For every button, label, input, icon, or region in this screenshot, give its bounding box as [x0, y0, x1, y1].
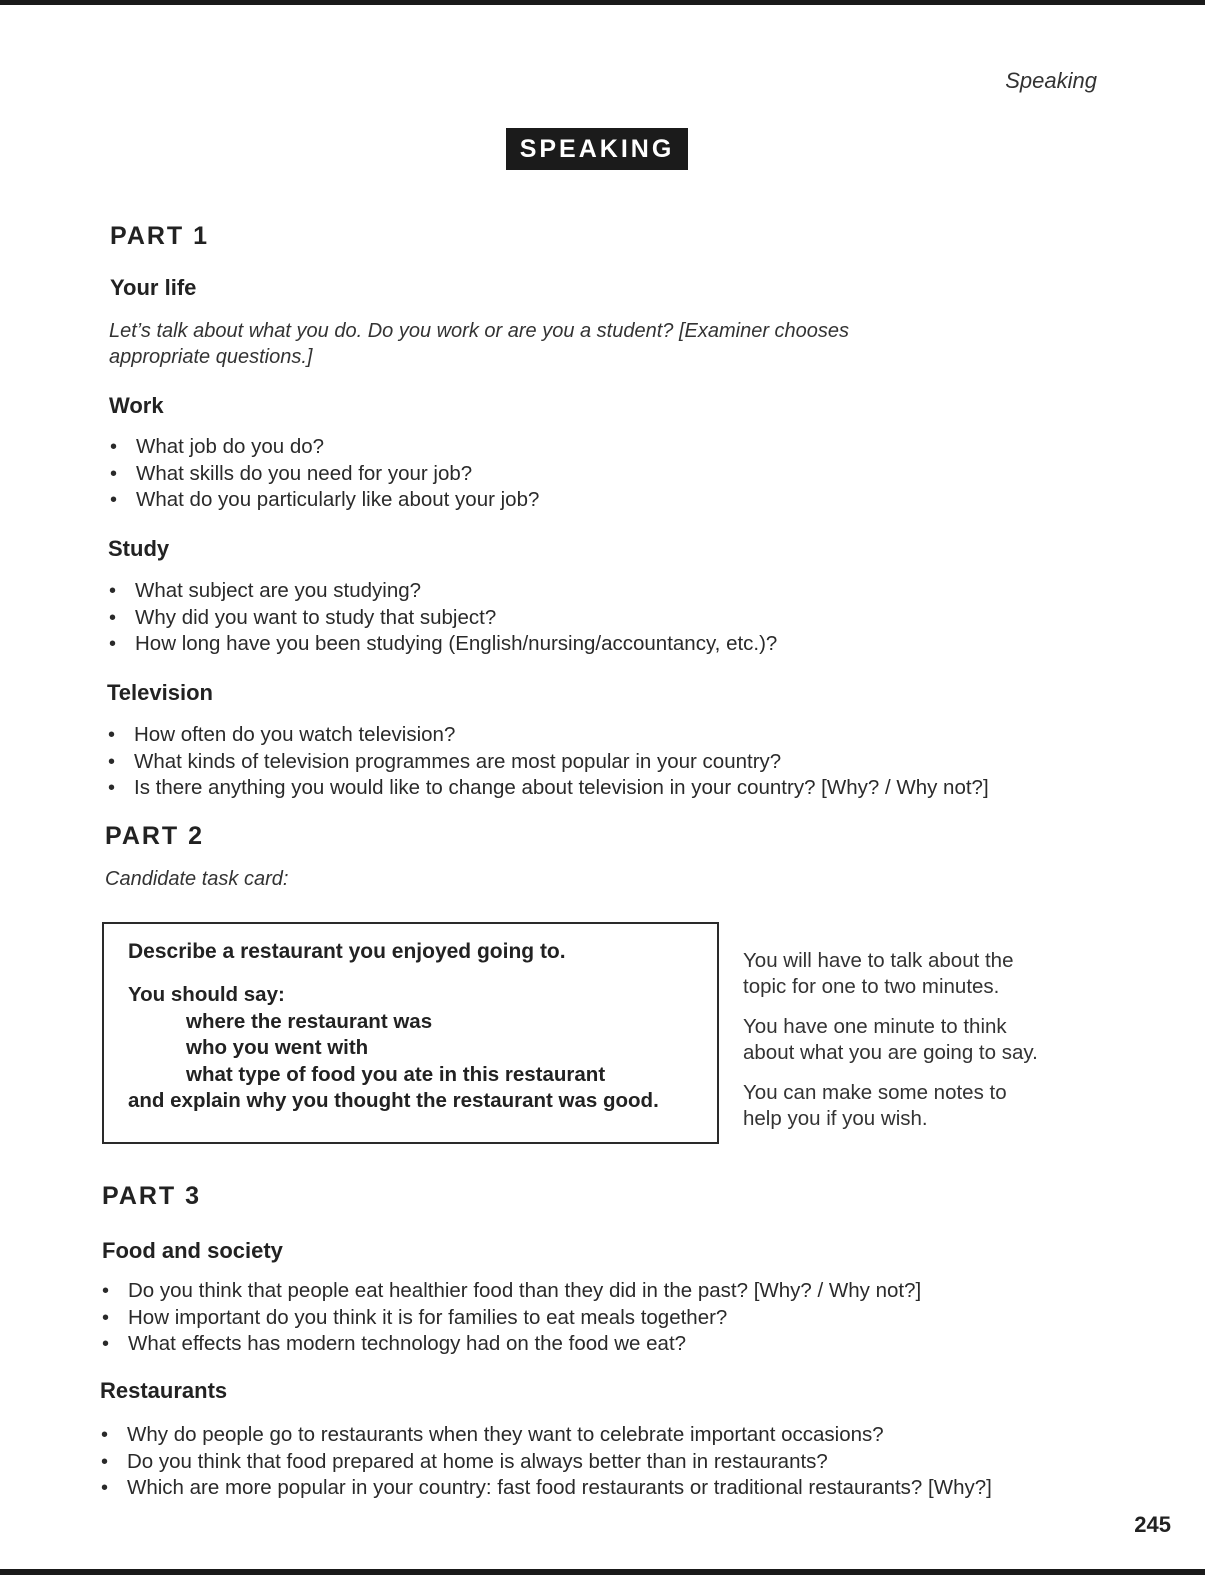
your-life-intro: [109, 318, 849, 370]
task-point: where the restaurant was: [186, 1009, 433, 1033]
page-top-edge: [0, 0, 1205, 5]
food-society-title: Food and society: [102, 1238, 283, 1263]
task-card-notes: [743, 948, 1073, 1146]
note-paragraph: [743, 1080, 1073, 1132]
your-life-title: Your life: [110, 275, 197, 300]
question-item: • What skills do you need for your job?: [108, 461, 539, 488]
question-item: • What subject are you studying?: [107, 578, 777, 605]
question-item: • What kinds of television programmes are most popular in your country?: [106, 749, 989, 776]
question-item: • Do you think that people eat healthier food than they did in the past? [Why? / Why not?]: [100, 1278, 921, 1305]
study-title: Study: [108, 536, 170, 561]
task-card-label: Candidate task card:: [105, 868, 289, 890]
should-say-label: You should say:: [128, 983, 285, 1006]
question-item: • How often do you watch television?: [106, 722, 989, 749]
note-line: You can make some notes to: [743, 1081, 1007, 1104]
candidate-task-card: [102, 922, 719, 1144]
part1-heading: PART 1: [110, 222, 210, 250]
task-point: what type of food you ate in this restaurant: [186, 1062, 606, 1086]
note-line: help you if you wish.: [743, 1107, 928, 1130]
task-card-title: Describe a restaurant you enjoyed going to.: [128, 940, 566, 963]
television-title: Television: [107, 680, 213, 705]
part2-heading: PART 2: [105, 822, 205, 850]
page-number: 245: [1134, 1512, 1171, 1537]
task-card-body: [128, 982, 659, 1115]
restaurants-questions: [99, 1422, 992, 1502]
food-society-questions: [100, 1278, 921, 1358]
question-item: • What effects has modern technology had on the food we eat?: [100, 1331, 921, 1358]
page-bottom-edge: [0, 1569, 1205, 1575]
task-explain: and explain why you thought the restaurant was good.: [128, 1089, 659, 1112]
question-item: • What do you particularly like about your job?: [108, 487, 539, 514]
question-item: • How important do you think it is for families to eat meals together?: [100, 1305, 921, 1332]
question-item: • What job do you do?: [108, 434, 539, 461]
intro-line: appropriate questions.]: [109, 346, 313, 368]
note-line: You will have to talk about the: [743, 949, 1014, 972]
running-head: Speaking: [1005, 68, 1097, 93]
section-banner: SPEAKING: [506, 128, 688, 170]
question-item: • How long have you been studying (English/nursing/accountancy, etc.)?: [107, 631, 777, 658]
question-item: • Why do people go to restaurants when they want to celebrate important occasions?: [99, 1422, 992, 1449]
restaurants-title: Restaurants: [100, 1378, 228, 1403]
work-questions: [108, 434, 539, 514]
question-item: • Why did you want to study that subject?: [107, 605, 777, 632]
question-item: • Which are more popular in your country: fast food restaurants or traditional restaurants? [Why?]: [99, 1475, 992, 1502]
television-questions: [106, 722, 989, 802]
task-point: who you went with: [186, 1036, 369, 1059]
note-line: You have one minute to think: [743, 1015, 1007, 1038]
study-questions: [107, 578, 777, 658]
note-paragraph: [743, 1014, 1073, 1066]
note-line: topic for one to two minutes.: [743, 975, 1000, 998]
note-line: about what you are going to say.: [743, 1041, 1038, 1064]
work-title: Work: [109, 393, 164, 418]
part3-heading: PART 3: [102, 1182, 202, 1210]
question-item: • Is there anything you would like to change about television in your country? [Why? / Why not?]: [106, 775, 989, 802]
question-item: • Do you think that food prepared at home is always better than in restaurants?: [99, 1449, 992, 1476]
intro-line: Let’s talk about what you do. Do you work or are you a student? [Examiner chooses: [109, 320, 850, 342]
note-paragraph: [743, 948, 1073, 1000]
